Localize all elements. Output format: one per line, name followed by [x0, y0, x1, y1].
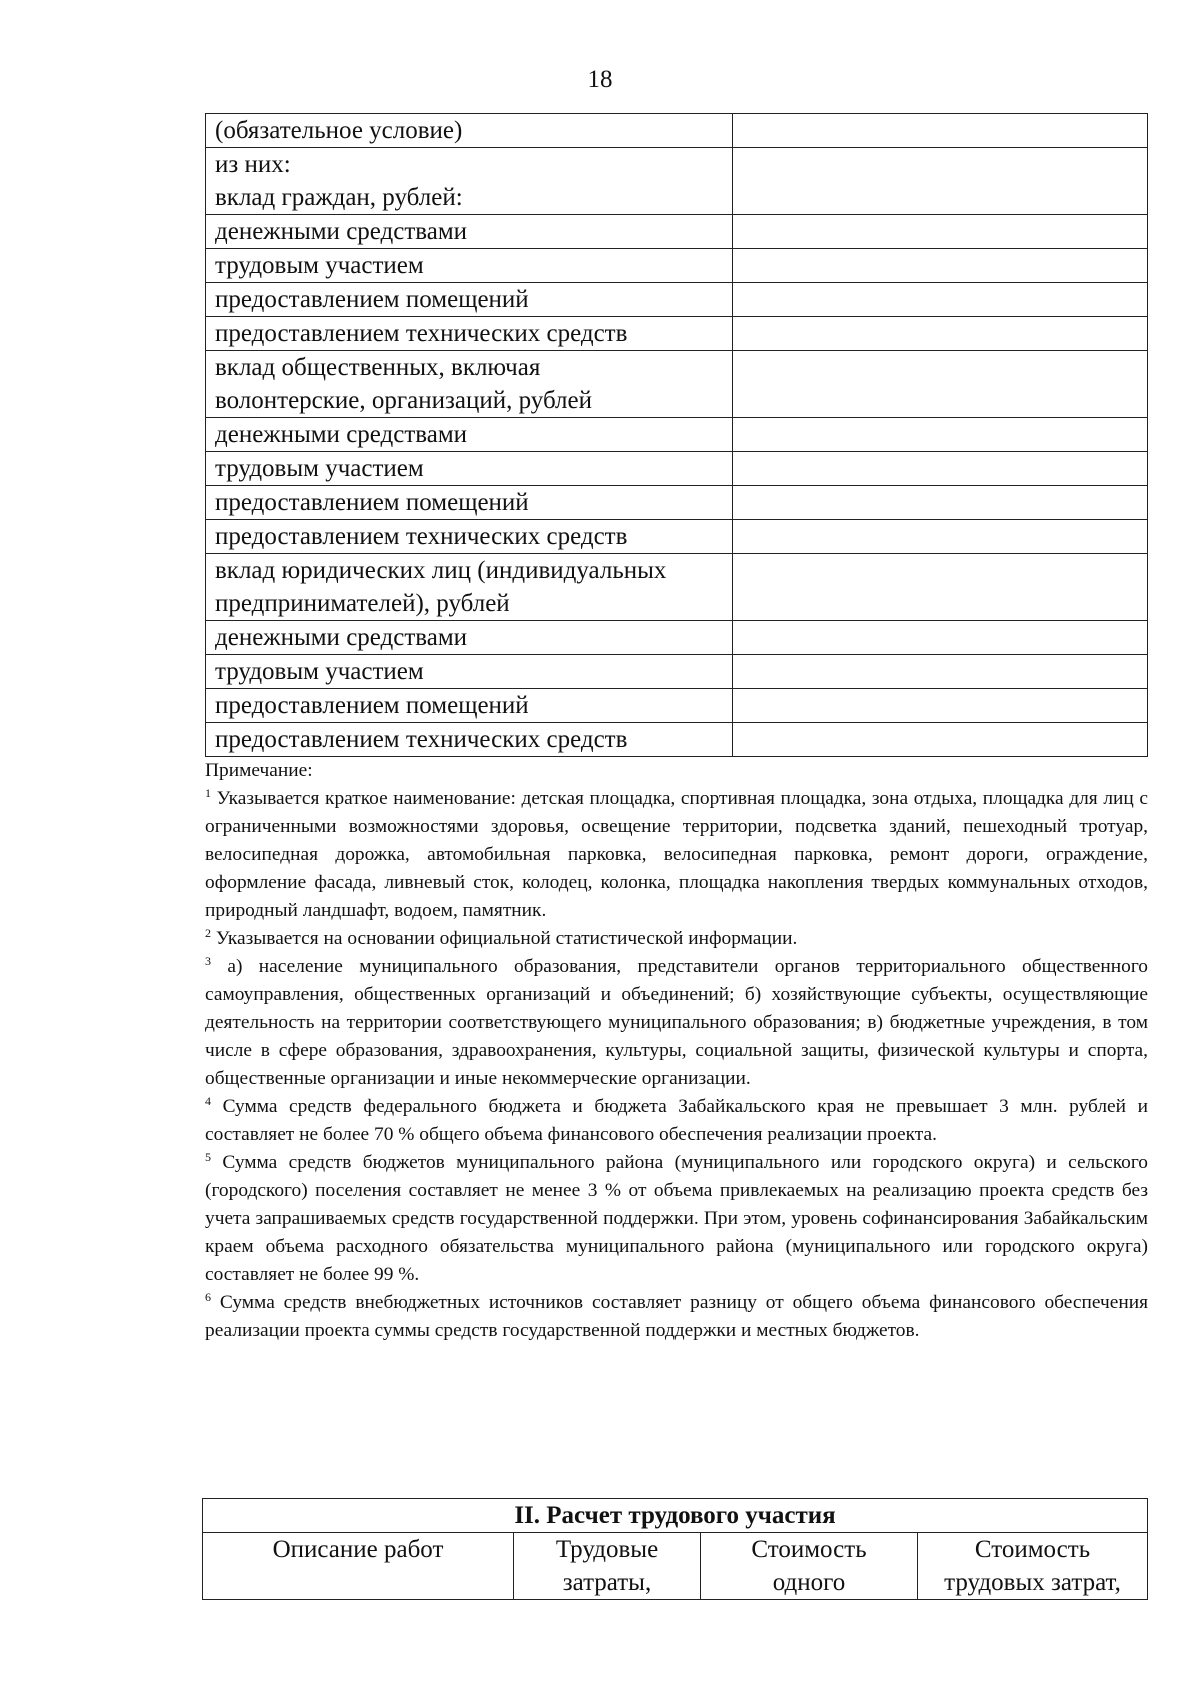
row-label: вклад общественных, включая волонтерские, организаций, рублей — [206, 351, 733, 418]
footnote-mark: 1 — [205, 786, 211, 800]
row-label: предоставлением помещений — [206, 689, 733, 723]
column-header: Стоимость одного — [701, 1533, 918, 1600]
row-value-cell — [733, 283, 1148, 317]
labor-table-title: II. Расчет трудового участия — [203, 1499, 1148, 1533]
table-row — [206, 621, 1148, 655]
table-row — [206, 249, 1148, 283]
footnote-text: Сумма средств федерального бюджета и бюджета Забайкальского края не превышает 3 млн. рублей и составляет не более 70 % общего объема финансового обеспечения реализации проекта. — [205, 1096, 1148, 1145]
row-label: денежными средствами — [206, 621, 733, 655]
footnote-text: Указывается краткое наименование: детская площадка, спортивная площадка, зона отдыха, площадка для лиц с ограниченными возможностями здоровья, освещение территории, подсветка зданий, пешеходный тротуар, велосипедная дорожка, автомобильная парковка, велосипедная парковка, ремонт дороги, ограждение, оформление фасада, ливневый сток, колодец, колонка, площадка накопления твердых коммунальных отходов, природный ландшафт, водоем, памятник. — [205, 788, 1148, 921]
row-value-cell — [733, 689, 1148, 723]
column-header: Стоимость трудовых затрат, — [918, 1533, 1148, 1600]
row-value-cell — [733, 723, 1148, 757]
table-row — [206, 148, 1148, 215]
footnote — [205, 1149, 1148, 1289]
footnote-mark: 3 — [205, 954, 211, 968]
table-row — [206, 317, 1148, 351]
row-value-cell — [733, 249, 1148, 283]
row-label: вклад юридических лиц (индивидуальных предпринимателей), рублей — [206, 554, 733, 621]
row-value-cell — [733, 486, 1148, 520]
notes — [205, 757, 1148, 1345]
footnote — [205, 925, 1148, 953]
table-row — [206, 723, 1148, 757]
row-label: трудовым участием — [206, 452, 733, 486]
page-number: 18 — [587, 66, 613, 93]
row-label: денежными средствами — [206, 215, 733, 249]
row-value-cell — [733, 621, 1148, 655]
footnote — [205, 785, 1148, 925]
table-row — [206, 351, 1148, 418]
row-label: трудовым участием — [206, 655, 733, 689]
footnote-mark: 4 — [205, 1094, 211, 1108]
row-label: из них: вклад граждан, рублей: — [206, 148, 733, 215]
row-value-cell — [733, 114, 1148, 148]
table-row — [206, 283, 1148, 317]
table-row — [206, 554, 1148, 621]
row-value-cell — [733, 215, 1148, 249]
column-header: Описание работ — [203, 1533, 514, 1600]
table-row — [206, 215, 1148, 249]
row-value-cell — [733, 655, 1148, 689]
row-value-cell — [733, 148, 1148, 215]
labor-table — [202, 1498, 1148, 1600]
row-label: денежными средствами — [206, 418, 733, 452]
footnote-mark: 2 — [205, 926, 211, 940]
row-label: предоставлением помещений — [206, 486, 733, 520]
footnote-text: Указывается на основании официальной статистической информации. — [215, 928, 798, 949]
row-value-cell — [733, 554, 1148, 621]
table-row — [206, 486, 1148, 520]
table-row — [206, 114, 1148, 148]
row-label: предоставлением помещений — [206, 283, 733, 317]
row-value-cell — [733, 452, 1148, 486]
funding-table — [205, 113, 1148, 757]
row-label: (обязательное условие) — [206, 114, 733, 148]
table-row — [206, 689, 1148, 723]
row-label: предоставлением технических средств — [206, 723, 733, 757]
table-row — [206, 452, 1148, 486]
row-label: предоставлением технических средств — [206, 317, 733, 351]
row-value-cell — [733, 351, 1148, 418]
notes-heading: Примечание: — [205, 760, 313, 781]
row-label: трудовым участием — [206, 249, 733, 283]
footnote — [205, 1289, 1148, 1345]
row-value-cell — [733, 520, 1148, 554]
footnote-mark: 6 — [205, 1290, 211, 1304]
table-row — [206, 655, 1148, 689]
footnote — [205, 1093, 1148, 1149]
footnote-text: а) население муниципального образования, представители органов территориального общественного самоуправления, общественных организаций и объединений; б) хозяйствующие субъекты, осуществляющие деятельность на территории соответствующего муниципального образования; в) бюджетные учреждения, в том числе в сфере образования, здравоохранения, культуры, социальной защиты, физической культуры и спорта, общественные организации и иные некоммерческие организации. — [205, 956, 1148, 1089]
row-value-cell — [733, 317, 1148, 351]
table-row — [206, 418, 1148, 452]
table-row — [206, 520, 1148, 554]
footnote-mark: 5 — [205, 1150, 211, 1164]
row-value-cell — [733, 418, 1148, 452]
footnote-text: Сумма средств внебюджетных источников составляет разницу от общего объема финансового обеспечения реализации проекта суммы средств государственной поддержки и местных бюджетов. — [205, 1292, 1148, 1341]
row-label: предоставлением технических средств — [206, 520, 733, 554]
column-header: Трудовые затраты, — [514, 1533, 701, 1600]
footnote-text: Сумма средств бюджетов муниципального района (муниципального или городского округа) и сельского (городского) поселения составляет не менее 3 % от объема привлекаемых на реализацию проекта средств без учета запрашиваемых средств государственной поддержки. При этом, уровень софинансирования Забайкальским краем объема расходного обязательства муниципального района (муниципального или городского округа) составляет не более 99 %. — [205, 1152, 1149, 1285]
footnote — [205, 953, 1148, 1093]
